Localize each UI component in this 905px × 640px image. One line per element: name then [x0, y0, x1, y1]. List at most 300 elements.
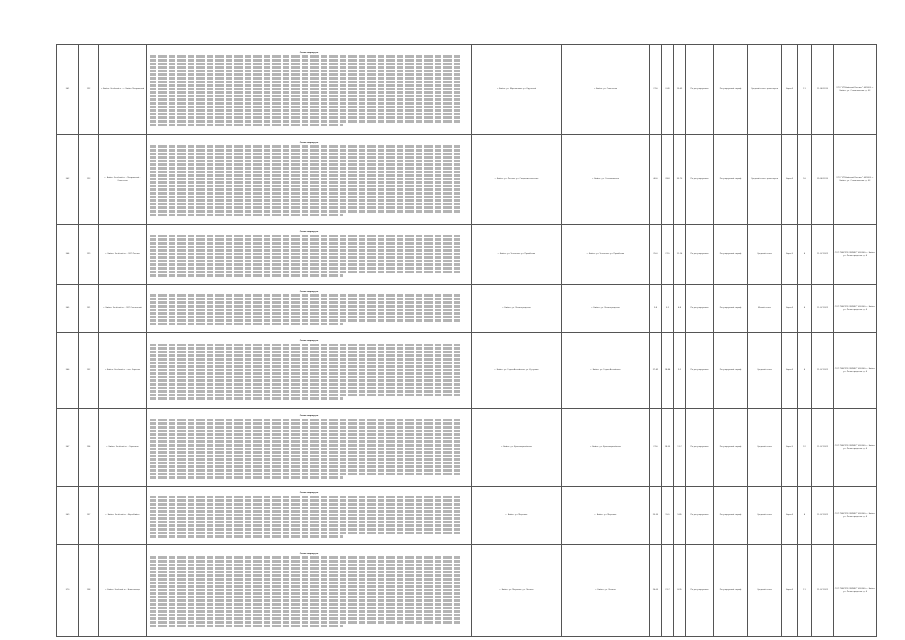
description-text-line	[150, 440, 460, 443]
route-length-text: 26,05	[652, 589, 659, 592]
description-text-line	[150, 106, 460, 109]
route-code-cell	[79, 487, 99, 545]
stops-backward-cell	[562, 333, 650, 409]
carrier-text: ООО "ВЕКТОР-СЕРВИС" 659300, г. Бийск, ул. Ленинградская, д. 4	[834, 367, 876, 373]
route-code-text: 132	[86, 369, 91, 372]
start-date-cell	[812, 333, 834, 409]
description-text-line	[150, 210, 460, 213]
vehicle-count-text: 16	[803, 178, 806, 181]
description-text-line	[150, 66, 460, 69]
route-number-text: 564	[65, 253, 70, 256]
vehicle-count-text: 4	[803, 514, 806, 517]
route-description-cell	[147, 409, 472, 487]
stop-type-cell	[686, 45, 714, 135]
route-name-text: г. Бийск, Зелёный м. - г. Бийск Покровский	[100, 88, 145, 91]
description-text-line	[150, 120, 460, 123]
description-text-line	[150, 91, 460, 94]
stops-forward-cell	[472, 45, 562, 135]
volume-1-text: 3,2	[665, 307, 669, 310]
description-text-line	[150, 433, 460, 436]
eco-class-cell	[782, 409, 798, 487]
stops-backward-text: г. Бийск, ул. Ленина	[595, 589, 616, 592]
route-description-title: Схема маршрута	[299, 51, 319, 54]
route-length-cell	[650, 409, 662, 487]
volume-2-cell	[674, 545, 686, 637]
description-text-line	[150, 397, 344, 400]
vehicle-class-text: Средний класс транспорта	[750, 88, 779, 91]
eco-class-text: Евро-3	[786, 446, 793, 449]
route-description-cell	[147, 135, 472, 225]
description-text-line	[150, 153, 460, 156]
route-name-cell	[99, 545, 147, 637]
description-text-line	[150, 560, 460, 563]
description-text-line	[150, 178, 460, 181]
description-text-line	[150, 113, 460, 116]
stops-forward-text: г. Бийск, ул. Мартьянова, ул. Крупской	[496, 88, 537, 91]
stop-type-cell	[686, 135, 714, 225]
route-code-text: 131	[86, 307, 91, 310]
vehicle-count-text: 4	[803, 253, 806, 256]
description-text-line	[150, 171, 460, 174]
description-text-line	[150, 437, 460, 440]
description-text-line	[150, 383, 460, 386]
tariff-type-cell	[714, 45, 748, 135]
route-description-cell	[147, 285, 472, 333]
route-length-cell	[650, 545, 662, 637]
carrier-cell	[834, 545, 877, 637]
eco-class-text: Евро-4	[786, 88, 793, 91]
description-text-line	[150, 253, 460, 256]
route-length-cell	[650, 285, 662, 333]
route-code-cell	[79, 45, 99, 135]
description-text-line	[150, 510, 460, 513]
route-description-cell	[147, 225, 472, 285]
route-code-text: 134	[86, 446, 91, 449]
description-text-line	[150, 379, 460, 382]
start-date-cell	[812, 545, 834, 637]
description-text-line	[150, 70, 460, 73]
stop-type-cell	[686, 225, 714, 285]
volume-2-text: 9,2	[677, 369, 681, 372]
route-name-cell	[99, 487, 147, 545]
route-length-text: 27,6	[653, 88, 658, 91]
vehicle-count-cell	[798, 333, 812, 409]
route-code-cell	[79, 409, 99, 487]
route-code-text: 137	[86, 514, 91, 517]
route-number-cell	[57, 487, 79, 545]
description-text-line	[150, 358, 460, 361]
stops-forward-cell	[472, 285, 562, 333]
description-text-line	[150, 585, 460, 588]
description-text-line	[150, 305, 460, 308]
route-code-text: 138	[86, 589, 91, 592]
description-text-line	[150, 203, 460, 206]
route-row	[57, 545, 877, 637]
description-text-line	[150, 77, 460, 80]
eco-class-text: Евро-4	[786, 589, 793, 592]
description-text-line	[150, 109, 460, 112]
route-length-text: 25,0	[653, 253, 658, 256]
description-text-line	[150, 473, 460, 476]
tariff-type-cell	[714, 545, 748, 637]
volume-1-text: 15,5	[665, 514, 670, 517]
description-text-line	[150, 312, 460, 315]
eco-class-cell	[782, 285, 798, 333]
eco-class-cell	[782, 333, 798, 409]
tariff-type-text: Регулируемый тариф	[719, 446, 742, 449]
stops-backward-cell	[562, 487, 650, 545]
stops-backward-cell	[562, 225, 650, 285]
vehicle-class-text: Малый класс	[758, 307, 771, 310]
description-text-line	[150, 625, 344, 628]
route-description-cell	[147, 487, 472, 545]
description-text-line	[150, 59, 460, 62]
carrier-cell	[834, 225, 877, 285]
description-text-line	[150, 556, 460, 559]
route-length-text: 40,6	[653, 178, 658, 181]
description-text-line	[150, 185, 460, 188]
vehicle-count-cell	[798, 285, 812, 333]
vehicle-count-cell	[798, 135, 812, 225]
description-text-line	[150, 242, 460, 245]
stops-forward-text: г. Бийск, ул. Лесная, ул. Социалистическая	[494, 178, 539, 181]
description-text-line	[150, 301, 460, 304]
start-date-text: 11.07.2022	[817, 446, 828, 449]
eco-class-text: Евро-4	[786, 369, 793, 372]
description-text-line	[150, 256, 460, 259]
description-text-line	[150, 607, 460, 610]
description-text-line	[150, 188, 460, 191]
description-text-line	[150, 271, 460, 274]
route-name-cell	[99, 135, 147, 225]
description-text-line	[150, 496, 460, 499]
vehicle-count-text: 4	[803, 369, 806, 372]
vehicle-class-text: Средний класс	[757, 446, 772, 449]
volume-2-text: 9,85	[677, 514, 682, 517]
eco-class-cell	[782, 225, 798, 285]
eco-class-text: Евро-4	[786, 178, 793, 181]
start-date-cell	[812, 285, 834, 333]
route-row	[57, 487, 877, 545]
description-text-line	[150, 507, 460, 510]
description-text-line	[150, 564, 460, 567]
route-code-cell	[79, 545, 99, 637]
start-date-text: 11.07.2022	[817, 369, 828, 372]
description-text-line	[150, 469, 460, 472]
route-number-cell	[57, 285, 79, 333]
description-text-line	[150, 532, 460, 535]
description-text-line	[150, 309, 460, 312]
carrier-cell	[834, 409, 877, 487]
description-text-line	[150, 610, 460, 613]
route-number-cell	[57, 409, 79, 487]
tariff-type-cell	[714, 409, 748, 487]
stops-backward-text: г. Бийск, ул. Горно-Алтайская	[590, 369, 621, 372]
volume-1-text: 27,5	[665, 253, 670, 256]
stop-type-text: По регулируемым	[690, 369, 709, 372]
volume-1-text: 21,7	[665, 589, 670, 592]
stops-forward-cell	[472, 135, 562, 225]
description-text-line	[150, 102, 460, 105]
route-code-text: 122	[86, 88, 91, 91]
description-text-line	[150, 344, 460, 347]
eco-class-cell	[782, 487, 798, 545]
volume-2-text: 11,16	[676, 253, 683, 256]
vehicle-count-cell	[798, 409, 812, 487]
stops-backward-text: г. Бийск, ул. Советская	[593, 88, 618, 91]
stops-backward-cell	[562, 285, 650, 333]
tariff-type-cell	[714, 487, 748, 545]
stops-backward-text: г. Бийск, ул. Мерлина	[594, 514, 617, 517]
route-description-title: Схема маршрута	[299, 231, 319, 234]
route-description-title: Схема маршрута	[299, 552, 319, 555]
description-text-line	[150, 73, 460, 76]
description-text-line	[150, 238, 460, 241]
description-text-line	[150, 582, 460, 585]
description-text-line	[150, 462, 460, 465]
route-number-cell	[57, 545, 79, 637]
stops-forward-cell	[472, 333, 562, 409]
stops-forward-cell	[472, 487, 562, 545]
description-text-line	[150, 365, 460, 368]
volume-1-text: 2,49	[665, 88, 670, 91]
vehicle-class-text: Средний класс	[757, 253, 772, 256]
description-text-line	[150, 476, 344, 479]
stops-backward-cell	[562, 45, 650, 135]
stops-forward-text: г. Бийск, ул. Ленинградская	[502, 307, 531, 310]
stop-type-cell	[686, 545, 714, 637]
carrier-cell	[834, 285, 877, 333]
description-text-line	[150, 88, 460, 91]
description-text-line	[150, 574, 460, 577]
route-row	[57, 45, 877, 135]
description-text-line	[150, 422, 460, 425]
eco-class-cell	[782, 545, 798, 637]
description-text-line	[150, 323, 344, 326]
volume-2-cell	[674, 135, 686, 225]
vehicle-class-cell	[748, 225, 782, 285]
route-length-text: 9,8	[653, 307, 657, 310]
vehicle-count-text: 11	[803, 88, 806, 91]
volume-2-text: 11,7	[677, 446, 682, 449]
description-text-line	[150, 347, 460, 350]
eco-class-text: Евро-4	[786, 514, 793, 517]
stops-backward-cell	[562, 135, 650, 225]
volume-1-cell	[662, 225, 674, 285]
route-description-cell	[147, 333, 472, 409]
route-name-text: г. Бийск, Зелёный м. - Сорокино	[106, 446, 139, 449]
vehicle-class-text: Средний класс	[757, 514, 772, 517]
stops-backward-text: г. Бийск, ул. Ленинградская	[591, 307, 620, 310]
stop-type-text: По регулируемым	[690, 178, 709, 181]
stops-forward-text: г. Бийск, ул. Угольная, ул. Приобская	[497, 253, 536, 256]
route-name-cell	[99, 333, 147, 409]
route-number-text: 562	[65, 178, 70, 181]
vehicle-class-cell	[748, 409, 782, 487]
route-description-cell	[147, 545, 472, 637]
description-text-line	[150, 448, 460, 451]
vehicle-class-text: Средний класс	[757, 589, 772, 592]
vehicle-class-cell	[748, 487, 782, 545]
route-code-cell	[79, 135, 99, 225]
description-text-line	[150, 419, 460, 422]
start-date-text: 11.07.2022	[817, 514, 828, 517]
description-text-line	[150, 316, 460, 319]
vehicle-count-cell	[798, 545, 812, 637]
vehicle-count-cell	[798, 45, 812, 135]
route-number-text: 566	[65, 369, 70, 372]
description-text-line	[150, 369, 460, 372]
route-code-text: 129	[86, 253, 91, 256]
tariff-type-cell	[714, 285, 748, 333]
description-text-line	[150, 181, 460, 184]
carrier-text: ООО "ВЕКТОР-СЕРВИС" 659300, г. Бийск, ул. Ленинградская, д. 4	[834, 512, 876, 518]
stop-type-cell	[686, 409, 714, 487]
description-text-line	[150, 514, 460, 517]
stops-backward-text: г. Бийск, ул. Угольная, ул. Приобская	[586, 253, 625, 256]
description-text-line	[150, 274, 344, 277]
route-name-text: г. Бийск, Зелёный м. - СНТ Лесная	[105, 253, 140, 256]
stop-type-text: По регулируемым	[690, 253, 709, 256]
description-text-line	[150, 354, 460, 357]
description-text-line	[150, 517, 460, 520]
carrier-text: ООО "ВЕКТОР-СЕРВИС" 659300, г. Бийск, ул. Ленинградская, д. 4	[834, 251, 876, 257]
volume-1-cell	[662, 545, 674, 637]
description-text-line	[150, 614, 460, 617]
description-text-line	[150, 124, 344, 127]
description-text-line	[150, 246, 460, 249]
route-description-title: Схема маршрута	[299, 339, 319, 342]
route-description-title: Схема маршрута	[299, 415, 319, 418]
description-text-line	[150, 578, 460, 581]
description-text-line	[150, 163, 460, 166]
description-text-line	[150, 235, 460, 238]
stop-type-text: По регулируемым	[690, 589, 709, 592]
description-text-line	[150, 521, 460, 524]
start-date-cell	[812, 135, 834, 225]
route-length-cell	[650, 135, 662, 225]
stops-forward-cell	[472, 225, 562, 285]
description-text-line	[150, 214, 344, 217]
description-text-line	[150, 390, 460, 393]
description-text-line	[150, 196, 460, 199]
volume-2-text: 13,69	[676, 88, 683, 91]
volume-1-cell	[662, 487, 674, 545]
vehicle-class-cell	[748, 45, 782, 135]
tariff-type-text: Регулируемый тариф	[719, 514, 742, 517]
stops-backward-text: г. Бийск, ул. Красноармейская	[590, 446, 621, 449]
volume-2-text: 8,35	[677, 589, 682, 592]
start-date-text: 11.07.2022	[817, 253, 828, 256]
tariff-type-text: Регулируемый тариф	[719, 178, 742, 181]
route-number-cell	[57, 45, 79, 135]
carrier-text: ООО "ВЕКТОР-СЕРВИС" 659300, г. Бийск, ул. Ленинградская, д. 4	[834, 587, 876, 593]
description-text-line	[150, 160, 460, 163]
start-date-cell	[812, 409, 834, 487]
stops-forward-text: г. Бийск, ул. Мерлина	[505, 514, 528, 517]
route-name-text: г. Бийск, Зелёный м. - СНТ Солнечный	[103, 307, 142, 310]
volume-1-text: 18,35	[664, 446, 671, 449]
start-date-cell	[812, 225, 834, 285]
route-code-text: 123	[86, 178, 91, 181]
volume-2-cell	[674, 285, 686, 333]
volume-2-cell	[674, 45, 686, 135]
eco-class-text: Евро-4	[786, 307, 793, 310]
description-text-line	[150, 63, 460, 66]
carrier-cell	[834, 45, 877, 135]
tariff-type-text: Регулируемый тариф	[719, 589, 742, 592]
route-row	[57, 285, 877, 333]
description-text-line	[150, 455, 460, 458]
tariff-type-cell	[714, 225, 748, 285]
route-number-text: 567	[65, 446, 70, 449]
description-text-line	[150, 535, 344, 538]
route-length-text: 27,42	[652, 369, 659, 372]
route-number-cell	[57, 225, 79, 285]
carrier-cell	[834, 487, 877, 545]
description-text-line	[150, 319, 460, 322]
tariff-type-text: Регулируемый тариф	[719, 369, 742, 372]
description-text-line	[150, 55, 460, 58]
stop-type-cell	[686, 285, 714, 333]
description-text-line	[150, 206, 460, 209]
carrier-text: ООО "ИТ-Бийский Рассвет" 659305, г. Бийск, ул. Стахановская, д. 53	[836, 176, 874, 182]
description-text-line	[150, 596, 460, 599]
description-text-line	[150, 599, 460, 602]
description-text-line	[150, 528, 460, 531]
volume-2-text: 33,70	[676, 178, 683, 181]
description-text-line	[150, 167, 460, 170]
vehicle-class-cell	[748, 333, 782, 409]
description-text-line	[150, 95, 460, 98]
description-text-line	[150, 192, 460, 195]
stops-forward-text: г. Бийск, ул. Красноармейская	[501, 446, 532, 449]
route-row	[57, 409, 877, 487]
stops-backward-cell	[562, 409, 650, 487]
description-text-line	[150, 149, 460, 152]
description-text-line	[150, 592, 460, 595]
route-code-cell	[79, 285, 99, 333]
eco-class-text: Евро-3	[786, 253, 793, 256]
description-text-line	[150, 372, 460, 375]
eco-class-cell	[782, 135, 798, 225]
description-text-line	[150, 174, 460, 177]
start-date-text: 25.08.2015	[817, 178, 828, 181]
start-date-text: 11.08.2015	[817, 88, 828, 91]
route-number-cell	[57, 135, 79, 225]
route-number-text: 565	[65, 307, 70, 310]
description-text-line	[150, 84, 460, 87]
route-length-cell	[650, 333, 662, 409]
stops-backward-cell	[562, 545, 650, 637]
start-date-cell	[812, 487, 834, 545]
volume-1-text: 28,8	[665, 178, 670, 181]
stop-type-cell	[686, 487, 714, 545]
route-code-cell	[79, 225, 99, 285]
carrier-text: ООО "ИТ-Бийский Рассвет" 659305, г. Бийск, ул. Стахановская, д. 53	[836, 86, 874, 92]
description-text-line	[150, 156, 460, 159]
description-text-line	[150, 351, 460, 354]
start-date-text: 11.07.2022	[817, 589, 828, 592]
vehicle-class-cell	[748, 545, 782, 637]
route-number-text: 570	[65, 589, 70, 592]
stops-forward-text: г. Бийск, ул. Мерлина, ул. Ленина	[499, 589, 534, 592]
vehicle-count-cell	[798, 225, 812, 285]
description-text-line	[150, 451, 460, 454]
description-text-line	[150, 458, 460, 461]
volume-1-cell	[662, 285, 674, 333]
vehicle-class-text: Средний класс	[757, 369, 772, 372]
